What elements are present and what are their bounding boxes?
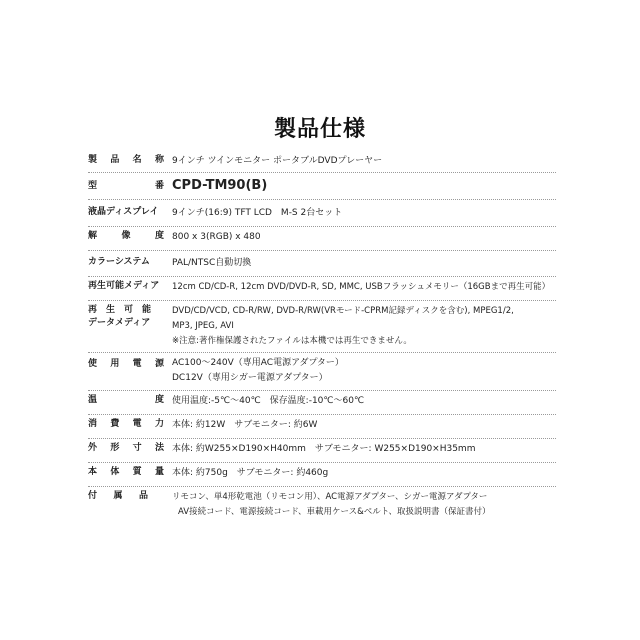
spec-value-line: MP3, JPEG, AVI	[172, 321, 234, 331]
spec-value-line: PAL/NTSC自動切換	[172, 258, 252, 268]
spec-value	[172, 394, 556, 409]
spec-value-line: リモコン、単4形乾電池（リモコン用）、AC電源アダプター、シガー電源アダプター	[172, 492, 488, 502]
spec-value	[172, 206, 556, 221]
spec-label: 温度	[88, 395, 164, 405]
spec-label	[88, 304, 164, 330]
spec-value	[172, 304, 556, 349]
spec-value	[172, 466, 556, 481]
row-divider	[88, 462, 556, 463]
spec-value-line: 9インチ(16:9) TFT LCD M-S 2台セット	[172, 208, 343, 218]
spec-label: 外形寸法	[88, 443, 164, 453]
spec-label: 本体質量	[88, 467, 164, 477]
spec-label: 製品名称	[88, 155, 164, 165]
spec-label-line: データメディア	[88, 318, 151, 328]
spec-label: 消費電力	[88, 419, 164, 429]
spec-label: 型番	[88, 181, 164, 191]
spec-label: 使用電源	[88, 359, 164, 369]
spec-value-line: ※注意:著作権保護されたファイルは本機では再生できません。	[172, 336, 412, 346]
spec-value-line: AV接続コード、電源接続コード、車載用ケース&ベルト、取扱説明書（保証書付）	[178, 507, 491, 517]
row-divider	[88, 414, 556, 415]
row-divider	[88, 352, 556, 353]
row-divider	[88, 300, 556, 301]
spec-value-line: 本体: 約750g サブモニター: 約460g	[172, 468, 329, 478]
row-divider	[88, 276, 556, 277]
spec-value-line: 800 x 3(RGB) x 480	[172, 232, 261, 242]
row-divider	[88, 226, 556, 227]
spec-value	[172, 154, 556, 169]
spec-value	[172, 230, 556, 245]
spec-value-line: 使用温度:-5℃〜40℃ 保存温度:-10℃〜60℃	[172, 396, 365, 406]
spec-label: 解像度	[88, 231, 164, 241]
spec-value-line: 本体: 約12W サブモニター: 約6W	[172, 420, 318, 430]
row-divider	[88, 199, 556, 200]
spec-value-line: 9インチ ツインモニター ポータブルDVDプレーヤー	[172, 156, 383, 166]
spec-value	[172, 356, 556, 386]
spec-value	[172, 418, 556, 433]
row-divider	[88, 486, 556, 487]
spec-label-line: 再 生 可 能	[88, 305, 152, 315]
spec-value-line: AC100〜240V（専用AC電源アダプター）	[172, 358, 344, 368]
spec-value	[172, 280, 556, 295]
spec-value-line: 12cm CD/CD-R, 12cm DVD/DVD-R, SD, MMC, USBフラッシュメモリー（16GBまで再生可能）	[172, 282, 551, 292]
spec-value-line: 本体: 約W255×D190×H40mm サブモニター: W255×D190×H35mm	[172, 444, 476, 454]
page-title: 製品仕様	[273, 117, 366, 142]
row-divider	[88, 438, 556, 439]
spec-value-line: CPD-TM90(B)	[172, 178, 268, 193]
spec-value	[172, 442, 556, 457]
spec-label: 付属品	[88, 491, 148, 501]
spec-label: 液晶ディスプレイ	[88, 207, 159, 217]
row-divider	[88, 390, 556, 391]
spec-value	[172, 256, 556, 271]
spec-value-line: DC12V（専用シガー電源アダプター）	[172, 373, 328, 383]
row-divider	[88, 250, 556, 251]
spec-label: 再生可能メディア	[88, 281, 160, 291]
spec-label: カラーシステム	[88, 257, 150, 267]
row-divider	[88, 172, 556, 173]
spec-value-line: DVD/CD/VCD, CD-R/RW, DVD-R/RW(VRモード-CPRM記録ディスクを含む), MPEG1/2,	[172, 306, 514, 316]
spec-value	[172, 178, 556, 194]
spec-value	[172, 490, 556, 520]
